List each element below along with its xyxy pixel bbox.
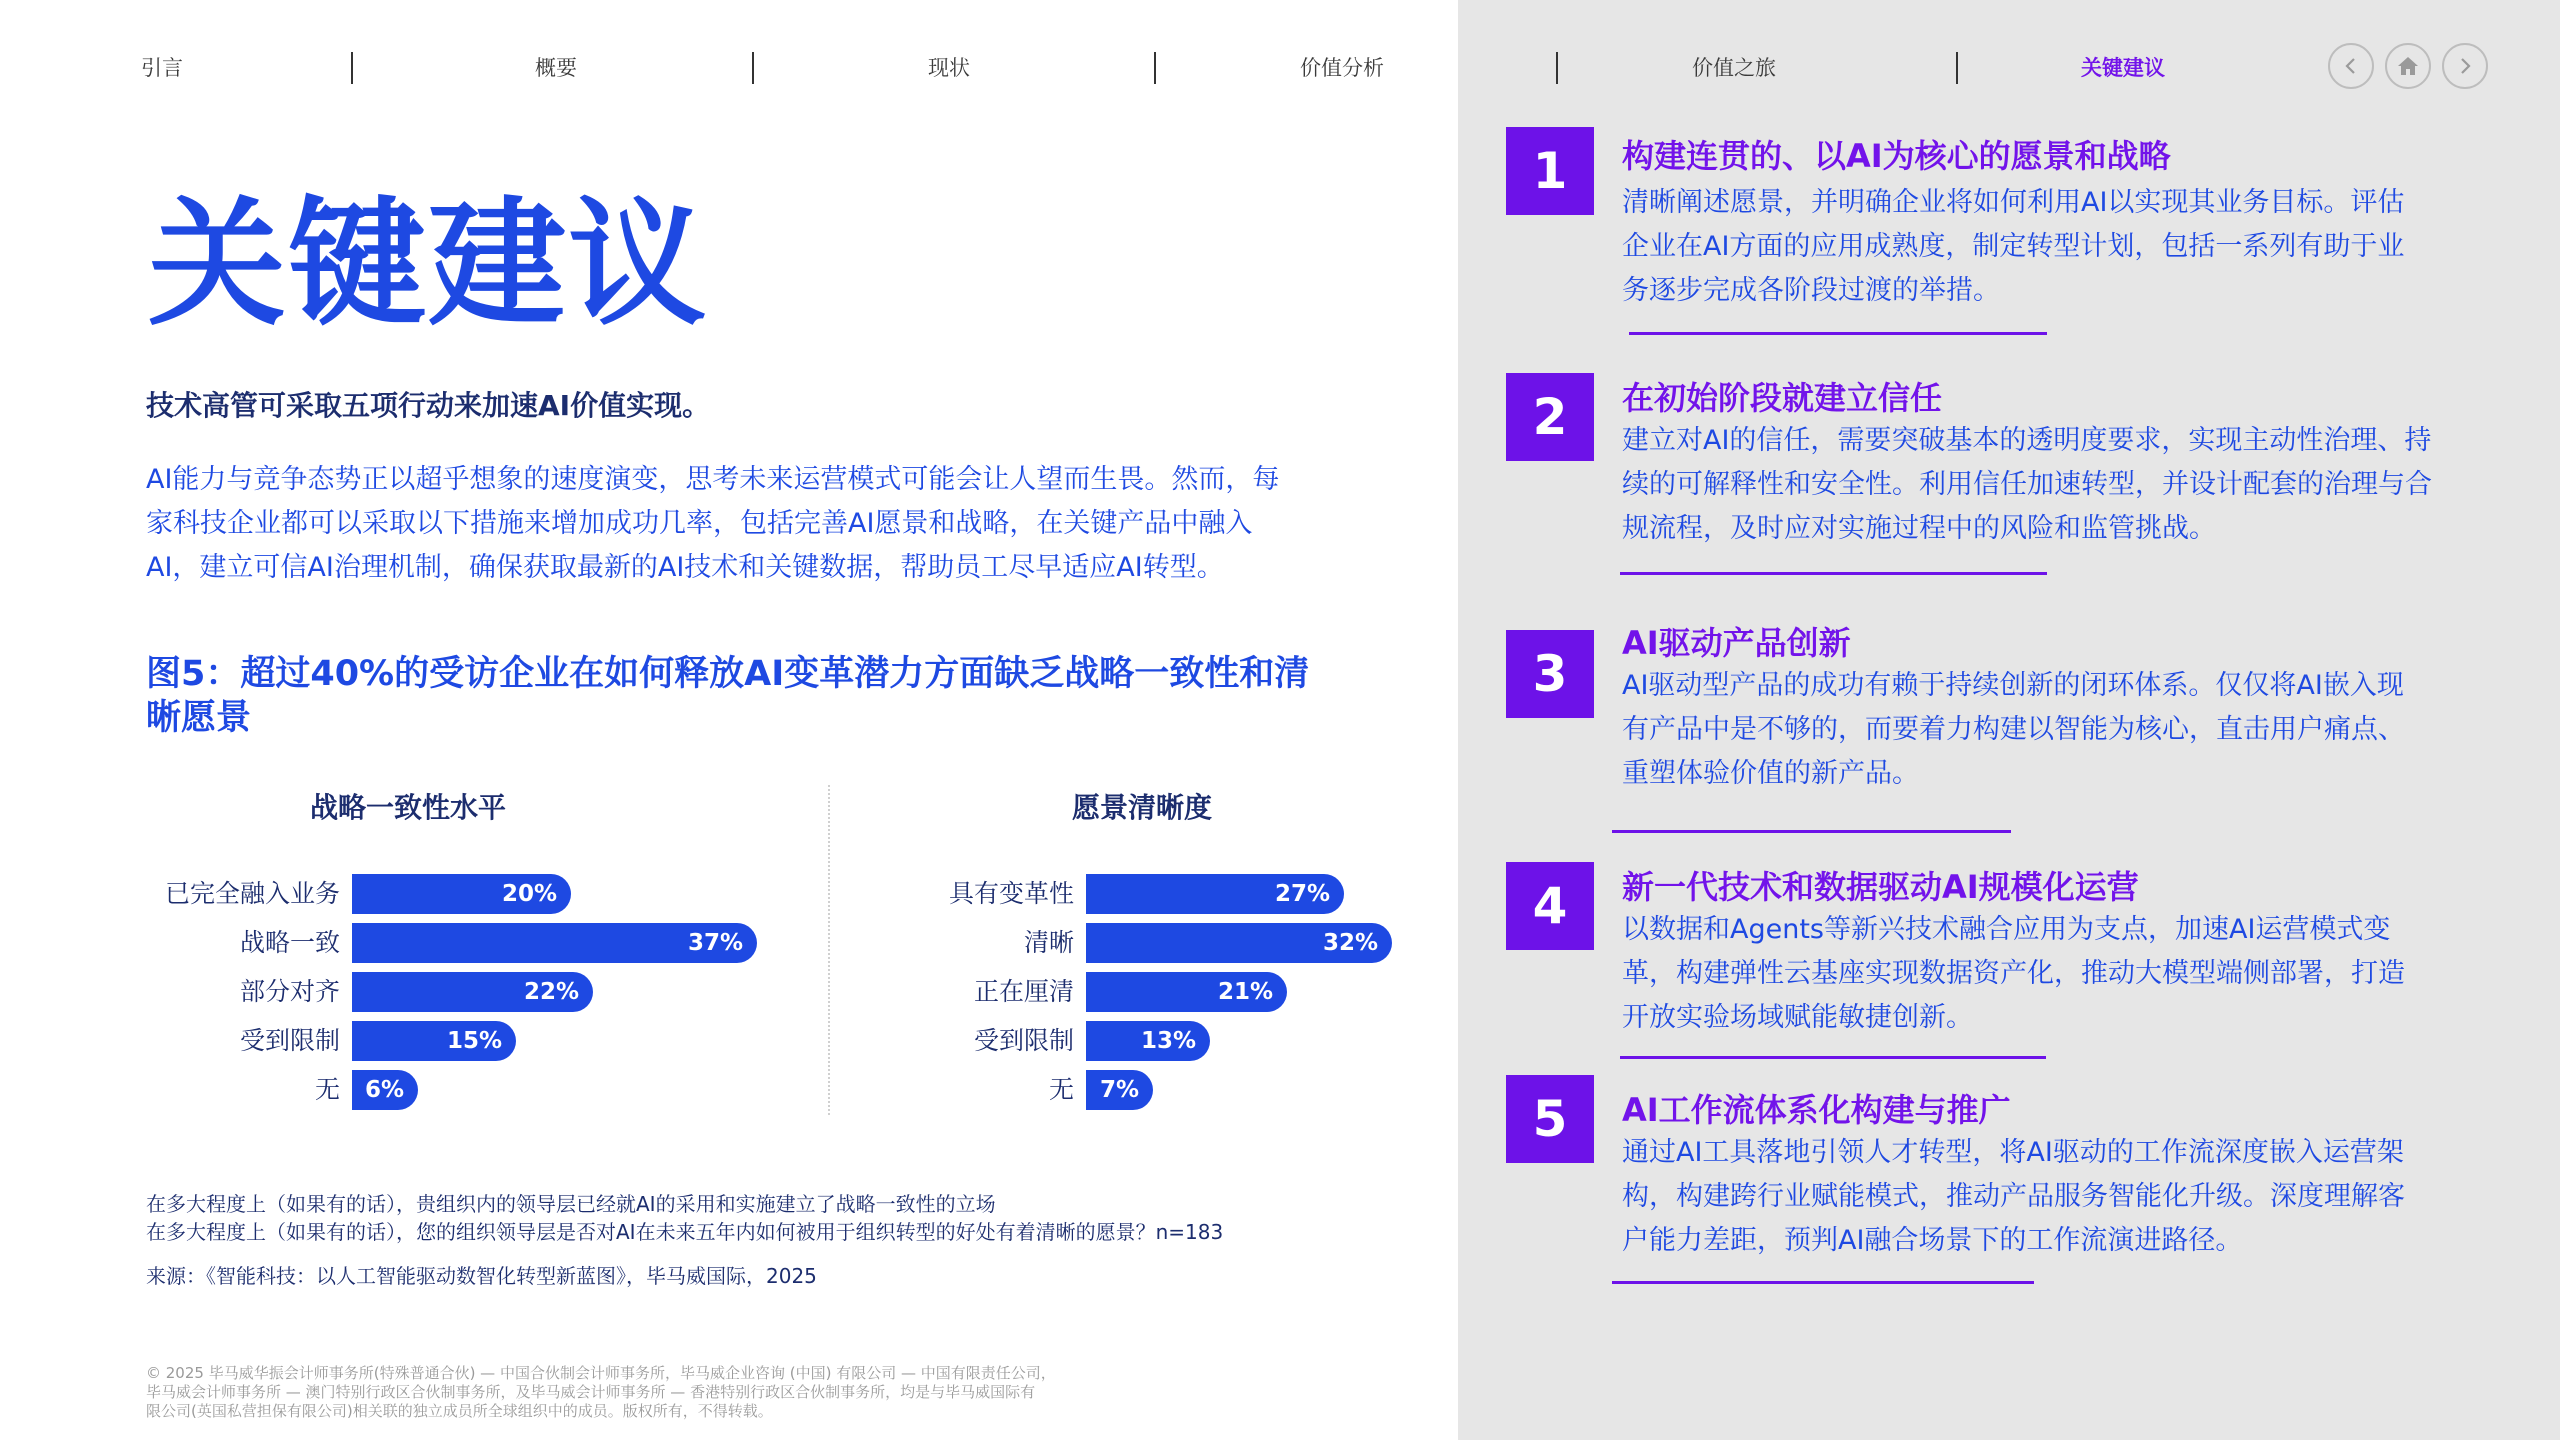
recommendation-text: 清晰阐述愿景，并明确企业将如何利用AI以实现其业务目标。评估企业在AI方面的应用成熟度，制定转型计划，包括一系列有助于业务逐步完成各阶段过渡的举措。 — [1622, 187, 2405, 306]
copyright-footer — [146, 1364, 1096, 1421]
recommendation-divider — [1629, 332, 2047, 335]
bar-category-label: 无 — [1048, 1075, 1074, 1104]
bar-value-label: 13% — [1140, 1028, 1196, 1054]
nav-divider — [1556, 52, 1558, 84]
bar-category-label: 受到限制 — [239, 1026, 340, 1055]
nav-divider — [351, 52, 353, 84]
bar — [1086, 1021, 1210, 1061]
bar-value-label: 22% — [523, 979, 579, 1005]
recommendation-text: 建立对AI的信任，需要突破基本的透明度要求，实现主动性治理、持续的可解释性和安全性。利用信任加速转型，并设计配套的治理与合规流程，及时应对实施过程中的风险和监管挑战。 — [1622, 425, 2432, 544]
bar-value-label: 32% — [1322, 930, 1378, 956]
bar-value-label: 20% — [501, 881, 557, 907]
chart-title-vision: 愿景清晰度 — [1071, 791, 1212, 824]
bar-value-label: 27% — [1274, 881, 1330, 907]
chevron-right-icon — [2454, 55, 2476, 77]
bar — [352, 923, 757, 963]
next-page-button[interactable] — [2442, 43, 2488, 89]
chevron-left-icon — [2340, 55, 2362, 77]
footer-line: 毕马威会计师事务所 — 澳门特别行政区合伙制事务所，及毕马威会计师事务所 — 香港特别行政区合伙制事务所，均是与毕马威国际有 — [146, 1383, 1036, 1401]
footer-line: © 2025 毕马威华振会计师事务所(特殊普通合伙) — 中国合伙制会计师事务所，毕马威企业咨询 (中国) 有限公司 — 中国有限责任公司， — [146, 1364, 1056, 1382]
recommendation-divider — [1612, 1281, 2034, 1284]
recommendation-number: 5 — [1506, 1075, 1594, 1163]
bar-value-label: 21% — [1217, 979, 1273, 1005]
bar-value-label: 37% — [687, 930, 743, 956]
bar-category-label: 战略一致 — [239, 928, 340, 957]
bar-category-label: 无 — [314, 1075, 340, 1104]
recommendation-title: AI驱动产品创新 — [1622, 624, 1851, 662]
recommendation-text: 通过AI工具落地引领人才转型，将AI驱动的工作流深度嵌入运营架构，构建跨行业赋能模式，推动产品服务智能化升级。深度理解客户能力差距，预判AI融合场景下的工作流演进路径。 — [1622, 1137, 2405, 1256]
bar-category-label: 受到限制 — [973, 1026, 1074, 1055]
recommendation-text: AI驱动型产品的成功有赖于持续创新的闭环体系。仅仅将AI嵌入现有产品中是不够的，而要着力构建以智能为核心，直击用户痛点、重塑体验价值的新产品。 — [1622, 670, 2405, 789]
nav-summary[interactable]: 概要 — [535, 56, 577, 80]
nav-key-recommendations[interactable]: 关键建议 — [2081, 56, 2165, 80]
bar-value-label: 7% — [1099, 1077, 1139, 1103]
bar — [1086, 1070, 1153, 1110]
recommendation-title: AI工作流体系化构建与推广 — [1622, 1091, 2011, 1129]
nav-divider — [1956, 52, 1958, 84]
bar — [352, 972, 593, 1012]
page-title: 关键建议 — [148, 184, 709, 345]
recommendation-number: 4 — [1506, 862, 1594, 950]
recommendation-divider — [1620, 1056, 2046, 1059]
recommendation-title: 新一代技术和数据驱动AI规模化运营 — [1622, 868, 2139, 906]
bar — [352, 1021, 516, 1061]
recommendation-title: 构建连贯的、以AI为核心的愿景和战略 — [1622, 137, 2171, 175]
recommendation-number: 2 — [1506, 373, 1594, 461]
nav-value-journey[interactable]: 价值之旅 — [1692, 56, 1776, 80]
nav-divider — [752, 52, 754, 84]
nav-value-analysis[interactable]: 价值分析 — [1300, 56, 1384, 80]
recommendation-divider — [1612, 830, 2011, 833]
page-subtitle: 技术高管可采取五项行动来加速AI价值实现。 — [146, 389, 711, 422]
home-button[interactable] — [2385, 43, 2431, 89]
home-icon — [2395, 54, 2421, 78]
nav-intro[interactable]: 引言 — [141, 56, 183, 80]
source-note: 来源：《智能科技：以人工智能驱动数智化转型新蓝图》，毕马威国际，2025 — [146, 1264, 817, 1288]
bar-value-label: 15% — [446, 1028, 502, 1054]
bar-value-label: 6% — [364, 1077, 404, 1103]
intro-paragraph: AI能力与竞争态势正以超乎想象的速度演变，思考未来运营模式可能会让人望而生畏。然而，每家科技企业都可以采取以下措施来增加成功几率，包括完善AI愿景和战略，在关键产品中融入AI，建立可信AI治理机制，确保获取最新的AI技术和关键数据，帮助员工尽早适应AI转型。 — [146, 464, 1280, 583]
bar — [1086, 923, 1392, 963]
recommendation-number: 3 — [1506, 630, 1594, 718]
recommendation-text: 以数据和Agents等新兴技术融合应用为支点，加速AI运营模式变革，构建弹性云基座实现数据资产化，推动大模型端侧部署，打造开放实验场域赋能敏捷创新。 — [1622, 914, 2405, 1033]
top-nav — [0, 48, 2200, 88]
recommendation-number: 1 — [1506, 127, 1594, 215]
chart-divider — [828, 785, 830, 1115]
bar — [1086, 874, 1344, 914]
chart-title-strategy: 战略一致性水平 — [309, 791, 506, 824]
figure-title: 图5：超过40%的受访企业在如何释放AI变革潜力方面缺乏战略一致性和清晰愿景 — [146, 654, 1310, 738]
nav-divider — [1154, 52, 1156, 84]
recommendation-divider — [1620, 572, 2047, 575]
bar-category-label: 具有变革性 — [948, 879, 1074, 908]
prev-page-button[interactable] — [2328, 43, 2374, 89]
bar-category-label: 清晰 — [1023, 928, 1074, 957]
footer-line: 限公司(英国私营担保有限公司)相关联的独立成员所全球组织中的成员。版权所有，不得转载。 — [146, 1402, 773, 1420]
nav-status[interactable]: 现状 — [928, 56, 970, 80]
bar-category-label: 正在厘清 — [973, 977, 1074, 1006]
survey-question-2: 在多大程度上（如果有的话），您的组织领导层是否对AI在未来五年内如何被用于组织转型的好处有着清晰的愿景？n=183 — [146, 1220, 1224, 1244]
bar — [352, 1070, 418, 1110]
bar-category-label: 部分对齐 — [239, 977, 340, 1006]
bar — [1086, 972, 1287, 1012]
bar-category-label: 已完全融入业务 — [164, 879, 340, 908]
survey-question-1: 在多大程度上（如果有的话），贵组织内的领导层已经就AI的采用和实施建立了战略一致性的立场 — [146, 1192, 996, 1216]
bar — [352, 874, 571, 914]
recommendation-title: 在初始阶段就建立信任 — [1622, 379, 1943, 417]
